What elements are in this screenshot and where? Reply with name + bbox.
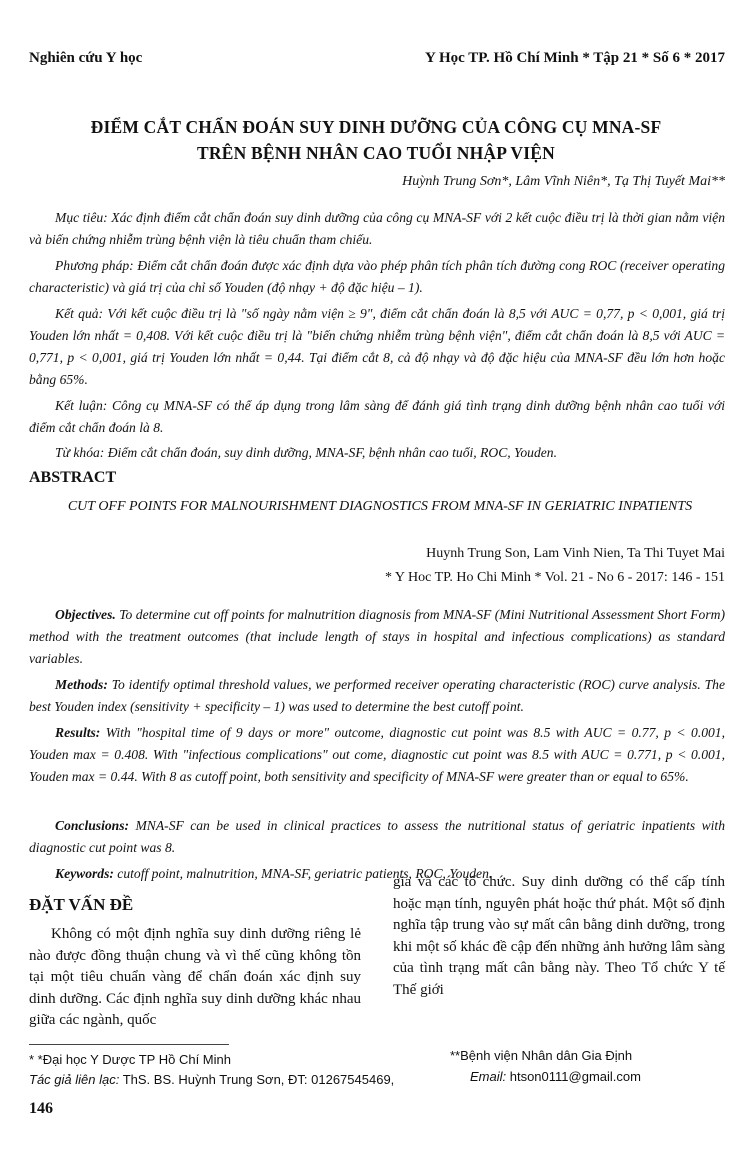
summary-conclusion bbox=[29, 395, 725, 439]
intro-right-column: gia và các tổ chức. Suy dinh dưỡng có thể cấp tính hoặc mạn tính, nguyên phát hoặc thứ phát. Một số định nghĩa tập trung vào sự mất cân bằng dinh dưỡng, trong khi một số khác đề cập đến những ảnh hưởng lâm sàng của tình trạng mất cân bằng này. Theo Tổ chức Y tế Thế giới bbox=[393, 874, 725, 998]
abstract-objectives-text: To determine cut off points for malnutrition diagnosis from MNA-SF (Mini Nutritional Assessment Short Form) method with the treatment outcomes (that include length of stays in hospital and infectious complications) as standard variables. bbox=[29, 607, 725, 666]
abstract-methods-text: To identify optimal threshold values, we performed receiver operating characteristic (ROC) curve analysis. The best Youden index (sensitivity + specificity – 1) was used to determine the best cutoff point. bbox=[29, 677, 725, 714]
authors-vietnamese: Huỳnh Trung Sơn*, Lâm Vĩnh Niên*, Tạ Thị Tuyết Mai** bbox=[402, 174, 725, 189]
abstract-keywords-text: cutoff point, malnutrition, MNA-SF, geriatric patients, ROC, Youden. bbox=[113, 866, 493, 881]
intro-heading: ĐẶT VẤN ĐỀ bbox=[29, 895, 134, 914]
summary-results-label: Kết quả: bbox=[55, 306, 104, 321]
abstract-citation: * Y Hoc TP. Ho Chi Minh * Vol. 21 - No 6 - 2017: 146 - 151 bbox=[384, 570, 725, 585]
abstract-keywords-label: Keywords: bbox=[55, 866, 114, 881]
paper-title bbox=[20, 114, 732, 166]
summary-keywords-text: Điểm cắt chẩn đoán, suy dinh dưỡng, MNA-SF, bệnh nhân cao tuổi, ROC, Youden. bbox=[104, 445, 557, 460]
contact-value: ThS. BS. Huỳnh Trung Sơn, ĐT: 01267545469, bbox=[119, 1072, 395, 1087]
summary-results-text: Với kết cuộc điều trị là "số ngày nằm viện ≥ 9", điểm cắt chẩn đoán là 8,5 với AUC = 0,77, p < 0,001, giá trị Youden lớn nhất = 0,408. Với kết cuộc điều trị là "biến chứng nhiễm trùng bệnh viện", điểm cắt chẩn đoán là 8,5 với AUC = 0,771, p < 0,001, giá trị Youden lớn nhất = 0,44. Tại điểm cắt 8, cả độ nhạy và độ đặc hiệu của MNA-SF đều lớn hơn hoặc bằng 65%. bbox=[29, 306, 725, 387]
abstract-objectives bbox=[29, 604, 725, 670]
title-line-1: ĐIỂM CẮT CHẨN ĐOÁN SUY DINH DƯỠNG CỦA CÔNG CỤ MNA-SF bbox=[90, 117, 662, 137]
page-number: 146 bbox=[29, 1100, 53, 1117]
summary-keywords-label: Từ khóa: bbox=[55, 445, 105, 460]
email-label: Email: bbox=[470, 1069, 507, 1084]
summary-method-label: Phương pháp: bbox=[55, 258, 134, 273]
contact-label: Tác giả liên lạc: bbox=[29, 1072, 120, 1087]
abstract-authors: Huynh Trung Son, Lam Vinh Nien, Ta Thi Tuyet Mai bbox=[426, 546, 725, 561]
summary-objective-text: Xác định điểm cắt chẩn đoán suy dinh dưỡng của công cụ MNA-SF với 2 kết cuộc điều trị là thời gian nằm viện và biến chứng nhiễm trùng bệnh viện là tiêu chuẩn tham chiếu. bbox=[29, 210, 725, 247]
summary-method-text: Điểm cắt chẩn đoán được xác định dựa vào phép phân tích phân tích đường cong ROC (receiver operating characteristic) và giá trị của chỉ số Youden (độ nhạy + độ đặc hiệu – 1). bbox=[29, 258, 725, 295]
summary-conclusion-label: Kết luận: bbox=[55, 398, 108, 413]
summary-conclusion-text: Công cụ MNA-SF có thể áp dụng trong lâm sàng để đánh giá tình trạng dinh dưỡng bệnh nhân cao tuổi với điểm cắt chẩn đoán là 8. bbox=[29, 398, 725, 435]
abstract-conclusions-label: Conclusions: bbox=[55, 818, 130, 833]
summary-keywords bbox=[29, 442, 725, 464]
abstract-objectives-label: Objectives. bbox=[55, 607, 116, 622]
footnote-email bbox=[470, 1067, 641, 1086]
abstract-results-label: Results: bbox=[55, 725, 101, 740]
abstract-results-text: With "hospital time of 9 days or more" outcome, diagnostic cut point was 8.5 with AUC = 0.77, p < 0.001, Youden max = 0.408. With "infectious complications" out come, diagnostic cut point was 8.5 with AUC = 0.771, p < 0.001, Youden max = 0.44. With 8 as cutoff point, both sensitivity and specificity of MNA-SF were greater than or equal to 65%. bbox=[29, 725, 725, 784]
title-line-2: TRÊN BỆNH NHÂN CAO TUỔI NHẬP VIỆN bbox=[197, 143, 555, 163]
summary-objective bbox=[29, 207, 725, 251]
footnote-contact bbox=[29, 1070, 394, 1089]
journal-section: Nghiên cứu Y học bbox=[29, 50, 143, 66]
abstract-title: CUT OFF POINTS FOR MALNOURISHMENT DIAGNOSTICS FROM MNA-SF IN GERIATRIC INPATIENTS bbox=[67, 499, 693, 514]
abstract-conclusions bbox=[29, 815, 725, 859]
intro-left-column: Không có một định nghĩa suy dinh dưỡng riêng lẻ nào được đồng thuận chung và vì thế cũng không tồn tại một tiêu chuẩn vàng để chẩn đoán xác định suy dinh dưỡng. Các định nghĩa suy dinh dưỡng khác nhau giữa các ngành, quốc bbox=[29, 926, 361, 1028]
abstract-heading: ABSTRACT bbox=[29, 469, 117, 486]
summary-results bbox=[29, 303, 725, 391]
footnote-affiliation-1: * *Đại học Y Dược TP Hồ Chí Minh bbox=[29, 1052, 231, 1067]
footnote-rule bbox=[29, 1044, 229, 1045]
abstract-results bbox=[29, 722, 725, 788]
summary-objective-label: Mục tiêu: bbox=[55, 210, 108, 225]
abstract-methods bbox=[29, 674, 725, 718]
email-value: htson0111@gmail.com bbox=[506, 1069, 641, 1084]
abstract-methods-label: Methods: bbox=[55, 677, 108, 692]
abstract-conclusions-text: MNA-SF can be used in clinical practices to assess the nutritional status of geriatric inpatients with diagnostic cut point was 8. bbox=[29, 818, 725, 855]
journal-info: Y Học TP. Hồ Chí Minh * Tập 21 * Số 6 * 2017 bbox=[424, 50, 725, 66]
summary-method bbox=[29, 255, 725, 299]
footnote-affiliation-2: **Bệnh viện Nhân dân Gia Định bbox=[450, 1048, 633, 1063]
